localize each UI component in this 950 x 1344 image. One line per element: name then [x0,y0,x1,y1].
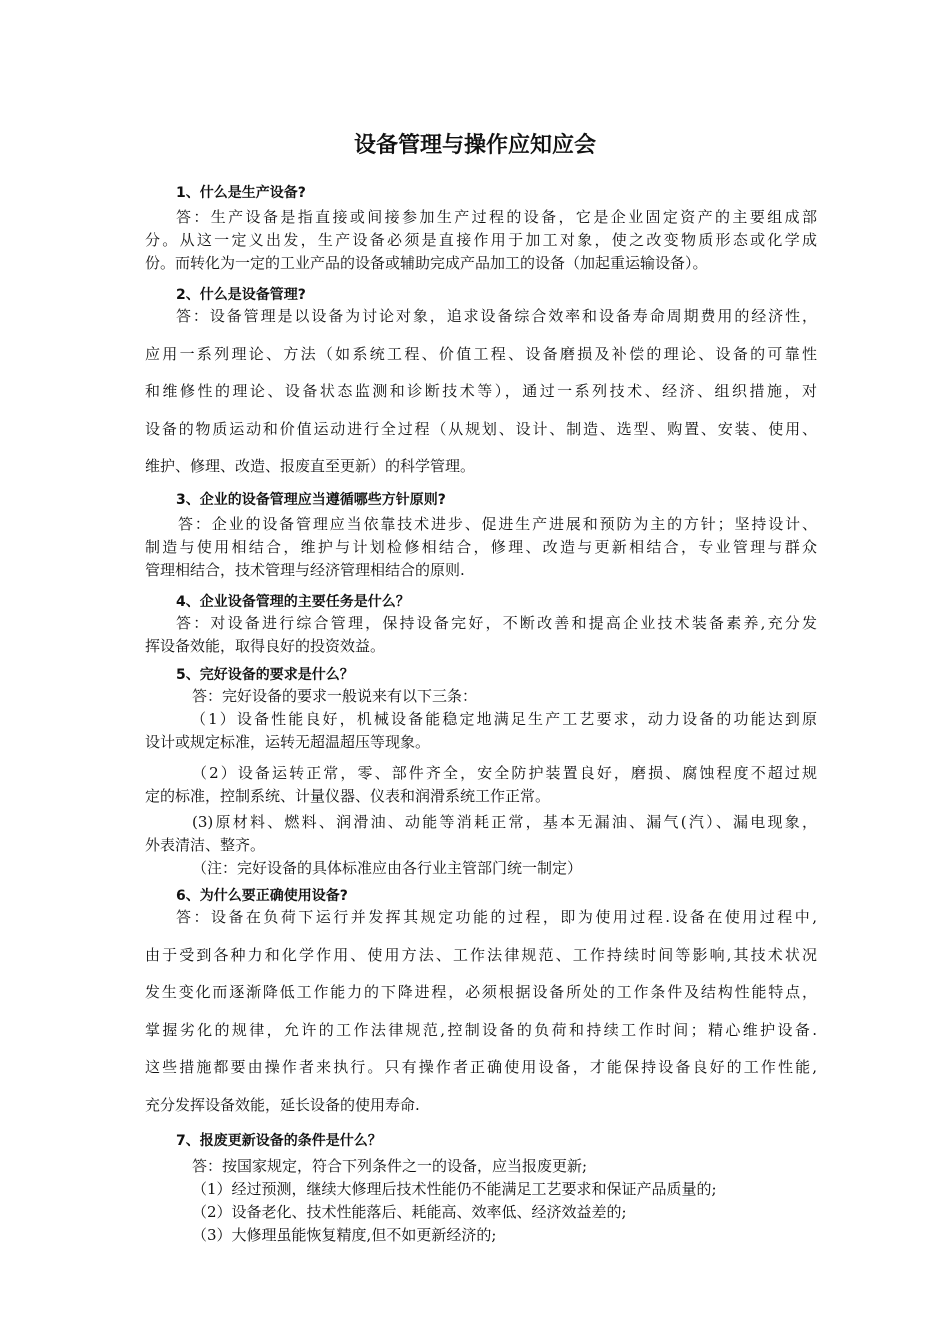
answer-7-item-3: （3）大修理虽能恢复精度,但不如更新经济的; [192,1226,497,1244]
answer-5-item-2-line-1: （2）设备运转正常，零、部件齐全，安全防护装置良好，磨损、腐蚀程度不超过规 [192,764,817,782]
question-2-heading: 2、什么是设备管理? [176,287,306,303]
question-5-heading: 5、完好设备的要求是什么？ [176,667,354,683]
answer-1-line-3: 份。而转化为一定的工业产品的设备或辅助完成产品加工的设备（加起重运输设备）。 [145,254,708,272]
answer-3-line-3: 管理相结合，技术管理与经济管理相结合的原则. [145,561,465,579]
answer-1-line-2: 分。从这一定义出发，生产设备必须是直接作用于加工对象，使之改变物质形态或化学成 [145,231,817,249]
answer-5-item-2 [145,762,817,808]
answer-6-line-4: 掌握劣化的规律，允许的工作法律规范,控制设备的负荷和持续工作时间；精心维护设备. [145,1020,817,1039]
answer-4 [145,612,817,658]
answer-5-item-3-line-2: 外表清洁、整齐。 [145,836,266,854]
document-title: 设备管理与操作应知应会 [353,133,596,158]
answer-6-line-6: 充分发挥设备效能，延长设备的使用寿命. [145,1095,420,1114]
answer-5-item-2-line-2: 定的标准，控制系统、计量仪器、仪表和润滑系统工作正常。 [145,787,551,805]
answer-2 [145,298,817,486]
answer-7-item-2: （2）设备老化、技术性能落后、耗能高、效率低、经济效益差的; [192,1203,627,1221]
answer-4-line-2: 挥设备效能，取得良好的投资效益。 [145,637,386,655]
answer-5 [145,685,817,754]
answer-2-line-2: 应用一系列理论、方法（如系统工程、价值工程、设备磨损及补偿的理论、设备的可靠性 [145,344,817,363]
answer-5-item-3 [145,811,817,880]
answer-5-item-1-line-2: 设计或规定标准，运转无超温超压等现象。 [145,733,431,751]
answer-2-line-5: 维护、修理、改造、报废直至更新）的科学管理。 [145,457,476,476]
question-1-heading: 1、什么是生产设备? [176,185,306,201]
answer-7-item-1: （1）经过预测，继续大修理后技术性能仍不能满足工艺要求和保证产品质量的; [192,1180,717,1198]
question-7-heading: 7、报废更新设备的条件是什么？ [176,1133,382,1149]
answer-5-item-1-line-1: （1）设备性能良好，机械设备能稳定地满足生产工艺要求，动力设备的功能达到原 [191,710,817,728]
answer-7 [145,1155,817,1247]
answer-5-item-3-line-1: (3)原材料、燃料、润滑油、动能等消耗正常，基本无漏油、漏气(汽）、漏电现象， [192,813,817,831]
answer-2-line-4: 设备的物质运动和价值运动进行全过程（从规划、设计、制造、选型、购置、安装、使用、 [145,419,817,438]
answer-2-line-3: 和维修性的理论、设备状态监测和诊断技术等），通过一系列技术、经济、组织措施，对 [145,382,817,401]
question-3-heading: 3、企业的设备管理应当遵循哪些方针原则? [176,492,446,508]
answer-3-line-1: 答：企业的设备管理应当依靠技术进步、促进生产进展和预防为主的方针；坚持设计、 [178,515,817,533]
answer-1 [145,206,817,275]
answer-7-intro: 答：按国家规定，符合下列条件之一的设备，应当报废更新; [192,1157,588,1175]
answer-6-line-2: 由于受到各种力和化学作用、使用方法、工作法律规范、工作持续时间等影响,其技术状况 [145,945,817,964]
answer-1-line-1: 答：生产设备是指直接或间接参加生产过程的设备，它是企业固定资产的主要组成部 [176,208,817,226]
answer-6-line-1: 答：设备在负荷下运行并发挥其规定功能的过程，即为使用过程.设备在使用过程中, [176,908,817,926]
answer-5-intro: 答：完好设备的要求一般说来有以下三条： [192,687,478,705]
answer-6 [145,899,817,1125]
question-4-heading: 4、企业设备管理的主要任务是什么？ [176,594,410,610]
answer-3 [145,513,817,582]
answer-4-line-1: 答：对设备进行综合管理，保持设备完好，不断改善和提高企业技术装备素养,充分发 [176,614,817,632]
answer-3-line-2: 制造与使用相结合，维护与计划检修相结合，修理、改造与更新相结合，专业管理与群众 [145,538,817,556]
answer-6-line-5: 这些措施都要由操作者来执行。只有操作者正确使用设备，才能保持设备良好的工作性能, [145,1058,817,1077]
answer-6-line-3: 发生变化而逐渐降低工作能力的下降进程，必须根据设备所处的工作条件及结构性能特点， [145,983,817,1002]
answer-5-note: （注：完好设备的具体标准应由各行业主管部门统一制定） [192,859,583,877]
question-6-heading: 6、为什么要正确使用设备? [176,888,348,904]
answer-2-line-1: 答：设备管理是以设备为讨论对象，追求设备综合效率和设备寿命周期费用的经济性， [176,307,817,325]
